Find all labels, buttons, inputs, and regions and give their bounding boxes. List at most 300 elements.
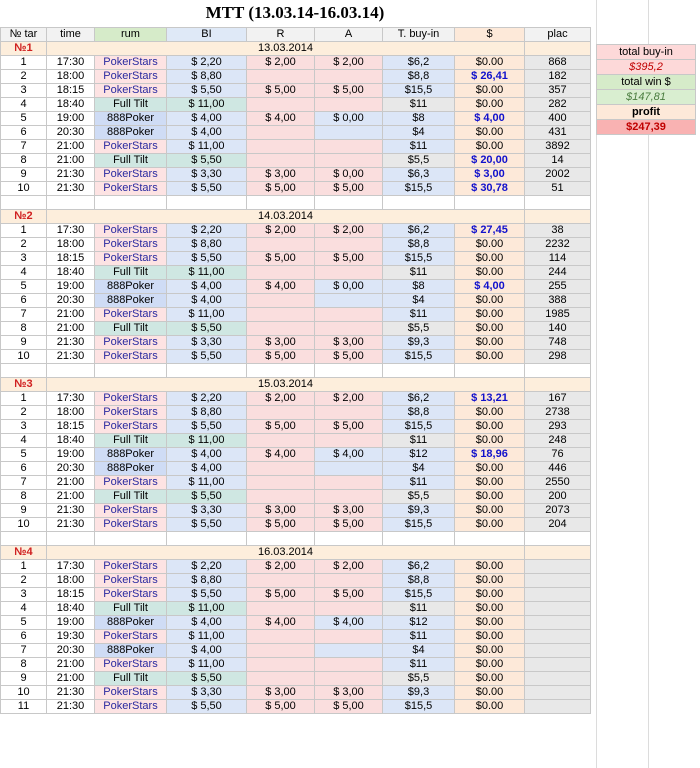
section-header-row <box>1 546 591 560</box>
section-spacer <box>525 210 591 224</box>
row-buyin-level: $ 8,80 <box>167 70 247 84</box>
row-win-amount: $0.00 <box>455 462 525 476</box>
table-row <box>1 350 591 364</box>
row-index: 1 <box>1 56 47 70</box>
summary-value-row <box>597 90 696 105</box>
row-rebuy <box>247 434 315 448</box>
row-rebuy: $ 5,00 <box>247 518 315 532</box>
row-time: 19:30 <box>47 630 95 644</box>
row-addon <box>315 406 383 420</box>
row-index: 10 <box>1 518 47 532</box>
row-index: 8 <box>1 490 47 504</box>
row-index: 6 <box>1 294 47 308</box>
row-time: 18:00 <box>47 238 95 252</box>
row-buyin-level: $ 11,00 <box>167 476 247 490</box>
row-buyin-level: $ 11,00 <box>167 434 247 448</box>
section-name: №3 <box>1 378 47 392</box>
column-header-0: № tar <box>1 28 47 42</box>
row-total-buyin: $11 <box>383 434 455 448</box>
row-index: 8 <box>1 154 47 168</box>
row-win-amount: $ 18,96 <box>455 448 525 462</box>
row-room: PokerStars <box>95 392 167 406</box>
row-win-amount: $0.00 <box>455 336 525 350</box>
row-place: 357 <box>525 84 591 98</box>
row-room: 888Poker <box>95 280 167 294</box>
row-total-buyin: $15,5 <box>383 252 455 266</box>
row-addon <box>315 154 383 168</box>
row-time: 21:30 <box>47 182 95 196</box>
row-total-buyin: $5,5 <box>383 154 455 168</box>
table-row <box>1 448 591 462</box>
row-index: 4 <box>1 266 47 280</box>
row-time: 21:30 <box>47 350 95 364</box>
row-rebuy: $ 4,00 <box>247 616 315 630</box>
row-addon: $ 2,00 <box>315 224 383 238</box>
row-addon: $ 5,00 <box>315 84 383 98</box>
row-place <box>525 630 591 644</box>
row-win-amount: $0.00 <box>455 630 525 644</box>
row-rebuy <box>247 672 315 686</box>
row-buyin-level: $ 5,50 <box>167 350 247 364</box>
column-header-6: T. buy-in <box>383 28 455 42</box>
row-room: 888Poker <box>95 462 167 476</box>
row-win-amount: $0.00 <box>455 98 525 112</box>
row-index: 10 <box>1 686 47 700</box>
row-time: 18:40 <box>47 266 95 280</box>
row-index: 9 <box>1 168 47 182</box>
row-rebuy: $ 5,00 <box>247 420 315 434</box>
summary-value-row <box>597 120 696 135</box>
row-room: 888Poker <box>95 294 167 308</box>
row-time: 19:00 <box>47 112 95 126</box>
row-buyin-level: $ 11,00 <box>167 630 247 644</box>
row-addon: $ 4,00 <box>315 616 383 630</box>
row-addon: $ 5,00 <box>315 182 383 196</box>
row-buyin-level: $ 5,50 <box>167 490 247 504</box>
spacer-cell <box>167 196 247 210</box>
row-index: 4 <box>1 434 47 448</box>
row-addon <box>315 490 383 504</box>
row-time: 18:15 <box>47 84 95 98</box>
row-rebuy <box>247 658 315 672</box>
row-place: 748 <box>525 336 591 350</box>
row-place <box>525 560 591 574</box>
spacer-cell <box>247 196 315 210</box>
row-win-amount: $0.00 <box>455 476 525 490</box>
row-place: 298 <box>525 350 591 364</box>
row-room: PokerStars <box>95 406 167 420</box>
row-room: PokerStars <box>95 504 167 518</box>
row-buyin-level: $ 2,20 <box>167 392 247 406</box>
row-index: 2 <box>1 574 47 588</box>
row-index: 9 <box>1 336 47 350</box>
row-buyin-level: $ 3,30 <box>167 336 247 350</box>
row-total-buyin: $5,5 <box>383 322 455 336</box>
row-win-amount: $ 26,41 <box>455 70 525 84</box>
row-total-buyin: $8,8 <box>383 70 455 84</box>
row-place <box>525 616 591 630</box>
row-index: 8 <box>1 322 47 336</box>
row-rebuy <box>247 140 315 154</box>
row-addon: $ 0,00 <box>315 280 383 294</box>
row-room: Full Tilt <box>95 602 167 616</box>
row-win-amount: $0.00 <box>455 658 525 672</box>
row-index: 3 <box>1 252 47 266</box>
row-total-buyin: $15,5 <box>383 588 455 602</box>
table-header-row <box>1 28 591 42</box>
table-row <box>1 98 591 112</box>
row-rebuy <box>247 644 315 658</box>
row-total-buyin: $11 <box>383 658 455 672</box>
row-place: 114 <box>525 252 591 266</box>
section-name: №4 <box>1 546 47 560</box>
row-total-buyin: $9,3 <box>383 686 455 700</box>
row-buyin-level: $ 4,00 <box>167 112 247 126</box>
row-room: 888Poker <box>95 644 167 658</box>
row-total-buyin: $6,3 <box>383 168 455 182</box>
row-place: 255 <box>525 280 591 294</box>
row-buyin-level: $ 5,50 <box>167 700 247 714</box>
row-buyin-level: $ 11,00 <box>167 266 247 280</box>
table-row <box>1 518 591 532</box>
row-time: 20:30 <box>47 462 95 476</box>
row-addon <box>315 658 383 672</box>
row-room: Full Tilt <box>95 434 167 448</box>
row-total-buyin: $8 <box>383 280 455 294</box>
row-total-buyin: $6,2 <box>383 392 455 406</box>
row-index: 1 <box>1 392 47 406</box>
row-index: 2 <box>1 70 47 84</box>
spacer-cell <box>95 364 167 378</box>
row-index: 7 <box>1 476 47 490</box>
row-room: PokerStars <box>95 700 167 714</box>
row-room: Full Tilt <box>95 154 167 168</box>
row-win-amount: $0.00 <box>455 574 525 588</box>
row-time: 19:00 <box>47 448 95 462</box>
row-rebuy <box>247 602 315 616</box>
section-name: №1 <box>1 42 47 56</box>
table-row <box>1 308 591 322</box>
spacer-cell <box>167 532 247 546</box>
section-header-row <box>1 378 591 392</box>
row-win-amount: $0.00 <box>455 588 525 602</box>
row-win-amount: $0.00 <box>455 560 525 574</box>
row-addon: $ 2,00 <box>315 392 383 406</box>
row-index: 3 <box>1 420 47 434</box>
row-total-buyin: $5,5 <box>383 490 455 504</box>
row-index: 3 <box>1 84 47 98</box>
spacer-cell <box>315 196 383 210</box>
row-time: 17:30 <box>47 392 95 406</box>
row-buyin-level: $ 2,20 <box>167 560 247 574</box>
row-rebuy: $ 5,00 <box>247 350 315 364</box>
table-row <box>1 420 591 434</box>
row-buyin-level: $ 4,00 <box>167 294 247 308</box>
row-time: 18:15 <box>47 588 95 602</box>
table-row <box>1 154 591 168</box>
row-room: PokerStars <box>95 168 167 182</box>
row-place <box>525 672 591 686</box>
row-time: 21:30 <box>47 504 95 518</box>
row-total-buyin: $11 <box>383 266 455 280</box>
row-buyin-level: $ 5,50 <box>167 154 247 168</box>
row-room: PokerStars <box>95 350 167 364</box>
row-win-amount: $0.00 <box>455 644 525 658</box>
table-row <box>1 84 591 98</box>
table-row <box>1 238 591 252</box>
table-row <box>1 630 591 644</box>
table-row <box>1 588 591 602</box>
row-addon: $ 5,00 <box>315 588 383 602</box>
column-header-2: rum <box>95 28 167 42</box>
row-room: PokerStars <box>95 560 167 574</box>
row-time: 21:30 <box>47 686 95 700</box>
row-place <box>525 644 591 658</box>
section-spacer <box>525 546 591 560</box>
row-time: 18:40 <box>47 98 95 112</box>
row-buyin-level: $ 8,80 <box>167 238 247 252</box>
row-addon: $ 5,00 <box>315 420 383 434</box>
table-row <box>1 490 591 504</box>
row-time: 18:15 <box>47 420 95 434</box>
row-win-amount: $0.00 <box>455 294 525 308</box>
row-index: 4 <box>1 602 47 616</box>
row-buyin-level: $ 3,30 <box>167 504 247 518</box>
row-rebuy <box>247 308 315 322</box>
row-buyin-level: $ 11,00 <box>167 98 247 112</box>
mtt-results-table <box>0 27 591 714</box>
column-header-7: $ <box>455 28 525 42</box>
row-win-amount: $ 3,00 <box>455 168 525 182</box>
row-addon <box>315 294 383 308</box>
summary-value-win: $147,81 <box>597 90 696 105</box>
spacer-row <box>1 196 591 210</box>
row-total-buyin: $15,5 <box>383 350 455 364</box>
row-win-amount: $0.00 <box>455 322 525 336</box>
row-room: PokerStars <box>95 182 167 196</box>
row-room: Full Tilt <box>95 672 167 686</box>
row-room: PokerStars <box>95 574 167 588</box>
row-rebuy: $ 3,00 <box>247 336 315 350</box>
row-total-buyin: $15,5 <box>383 700 455 714</box>
row-index: 1 <box>1 560 47 574</box>
row-total-buyin: $9,3 <box>383 336 455 350</box>
spacer-cell <box>167 364 247 378</box>
row-rebuy: $ 2,00 <box>247 560 315 574</box>
spacer-cell <box>1 532 47 546</box>
row-room: 888Poker <box>95 448 167 462</box>
row-place <box>525 658 591 672</box>
section-date: 14.03.2014 <box>47 210 525 224</box>
section-date: 16.03.2014 <box>47 546 525 560</box>
row-win-amount: $0.00 <box>455 490 525 504</box>
row-rebuy <box>247 238 315 252</box>
row-place: 244 <box>525 266 591 280</box>
row-room: PokerStars <box>95 56 167 70</box>
summary-label-row <box>597 45 696 60</box>
row-total-buyin: $6,2 <box>383 56 455 70</box>
row-place <box>525 602 591 616</box>
summary-label-win: total win $ <box>597 75 696 90</box>
table-row <box>1 140 591 154</box>
row-total-buyin: $5,5 <box>383 672 455 686</box>
row-addon <box>315 322 383 336</box>
row-index: 10 <box>1 182 47 196</box>
row-room: PokerStars <box>95 224 167 238</box>
row-room: PokerStars <box>95 420 167 434</box>
spacer-cell <box>1 196 47 210</box>
row-win-amount: $0.00 <box>455 308 525 322</box>
row-room: 888Poker <box>95 112 167 126</box>
row-index: 5 <box>1 280 47 294</box>
row-room: 888Poker <box>95 616 167 630</box>
spacer-cell <box>455 532 525 546</box>
row-addon <box>315 644 383 658</box>
row-time: 20:30 <box>47 294 95 308</box>
row-room: Full Tilt <box>95 322 167 336</box>
summary-label-buyin: total buy-in <box>597 45 696 60</box>
table-row <box>1 56 591 70</box>
spacer-cell <box>455 364 525 378</box>
table-row <box>1 266 591 280</box>
row-win-amount: $0.00 <box>455 350 525 364</box>
row-addon: $ 2,00 <box>315 560 383 574</box>
row-addon: $ 5,00 <box>315 700 383 714</box>
row-total-buyin: $11 <box>383 476 455 490</box>
row-addon: $ 3,00 <box>315 504 383 518</box>
row-room: PokerStars <box>95 252 167 266</box>
table-row <box>1 182 591 196</box>
row-addon <box>315 98 383 112</box>
row-place: 200 <box>525 490 591 504</box>
row-buyin-level: $ 4,00 <box>167 126 247 140</box>
row-time: 21:00 <box>47 140 95 154</box>
table-row <box>1 658 591 672</box>
row-total-buyin: $11 <box>383 308 455 322</box>
row-rebuy <box>247 574 315 588</box>
row-buyin-level: $ 5,50 <box>167 322 247 336</box>
row-room: PokerStars <box>95 238 167 252</box>
row-time: 21:00 <box>47 672 95 686</box>
row-time: 17:30 <box>47 224 95 238</box>
row-place: 2002 <box>525 168 591 182</box>
row-place: 868 <box>525 56 591 70</box>
row-room: 888Poker <box>95 126 167 140</box>
row-room: PokerStars <box>95 70 167 84</box>
row-rebuy <box>247 70 315 84</box>
row-room: Full Tilt <box>95 98 167 112</box>
row-addon: $ 3,00 <box>315 336 383 350</box>
row-win-amount: $0.00 <box>455 686 525 700</box>
row-rebuy <box>247 630 315 644</box>
row-win-amount: $0.00 <box>455 56 525 70</box>
row-total-buyin: $15,5 <box>383 182 455 196</box>
table-row <box>1 168 591 182</box>
table-row <box>1 224 591 238</box>
spacer-cell <box>247 364 315 378</box>
section-date: 15.03.2014 <box>47 378 525 392</box>
row-rebuy: $ 4,00 <box>247 280 315 294</box>
table-row <box>1 700 591 714</box>
row-time: 21:30 <box>47 700 95 714</box>
row-total-buyin: $6,2 <box>383 560 455 574</box>
table-row <box>1 686 591 700</box>
row-time: 17:30 <box>47 560 95 574</box>
row-buyin-level: $ 11,00 <box>167 658 247 672</box>
row-rebuy: $ 5,00 <box>247 182 315 196</box>
row-win-amount: $0.00 <box>455 672 525 686</box>
row-total-buyin: $12 <box>383 616 455 630</box>
row-rebuy: $ 2,00 <box>247 224 315 238</box>
row-win-amount: $ 20,00 <box>455 154 525 168</box>
spacer-row <box>1 364 591 378</box>
row-addon <box>315 266 383 280</box>
row-buyin-level: $ 2,20 <box>167 224 247 238</box>
row-place: 1985 <box>525 308 591 322</box>
row-place <box>525 686 591 700</box>
row-time: 21:00 <box>47 476 95 490</box>
row-total-buyin: $4 <box>383 294 455 308</box>
section-header-row <box>1 210 591 224</box>
row-place <box>525 574 591 588</box>
spacer-cell <box>315 532 383 546</box>
row-addon <box>315 462 383 476</box>
row-win-amount: $0.00 <box>455 140 525 154</box>
row-rebuy: $ 5,00 <box>247 588 315 602</box>
row-room: PokerStars <box>95 336 167 350</box>
row-total-buyin: $8,8 <box>383 574 455 588</box>
summary-value-buyin: $395,2 <box>597 60 696 75</box>
row-buyin-level: $ 4,00 <box>167 462 247 476</box>
row-total-buyin: $15,5 <box>383 518 455 532</box>
row-index: 4 <box>1 98 47 112</box>
table-row <box>1 616 591 630</box>
row-win-amount: $ 13,21 <box>455 392 525 406</box>
row-total-buyin: $11 <box>383 98 455 112</box>
spacer-cell <box>525 196 591 210</box>
summary-value-profit: $247,39 <box>597 120 696 135</box>
column-header-5: A <box>315 28 383 42</box>
row-rebuy <box>247 126 315 140</box>
row-addon: $ 2,00 <box>315 56 383 70</box>
row-index: 9 <box>1 504 47 518</box>
table-row <box>1 126 591 140</box>
row-buyin-level: $ 2,20 <box>167 56 247 70</box>
row-index: 10 <box>1 350 47 364</box>
row-addon <box>315 574 383 588</box>
row-index: 5 <box>1 112 47 126</box>
section-date: 13.03.2014 <box>47 42 525 56</box>
row-room: PokerStars <box>95 476 167 490</box>
row-buyin-level: $ 4,00 <box>167 448 247 462</box>
row-total-buyin: $6,2 <box>383 224 455 238</box>
row-buyin-level: $ 4,00 <box>167 644 247 658</box>
row-room: PokerStars <box>95 140 167 154</box>
page-title: MTT (13.03.14-16.03.14) <box>205 3 385 22</box>
row-addon <box>315 140 383 154</box>
row-index: 2 <box>1 406 47 420</box>
row-rebuy <box>247 476 315 490</box>
row-place: 400 <box>525 112 591 126</box>
row-place: 388 <box>525 294 591 308</box>
row-rebuy <box>247 154 315 168</box>
table-row <box>1 294 591 308</box>
table-row <box>1 672 591 686</box>
row-win-amount: $0.00 <box>455 238 525 252</box>
row-time: 18:00 <box>47 574 95 588</box>
row-rebuy <box>247 98 315 112</box>
row-addon: $ 3,00 <box>315 686 383 700</box>
